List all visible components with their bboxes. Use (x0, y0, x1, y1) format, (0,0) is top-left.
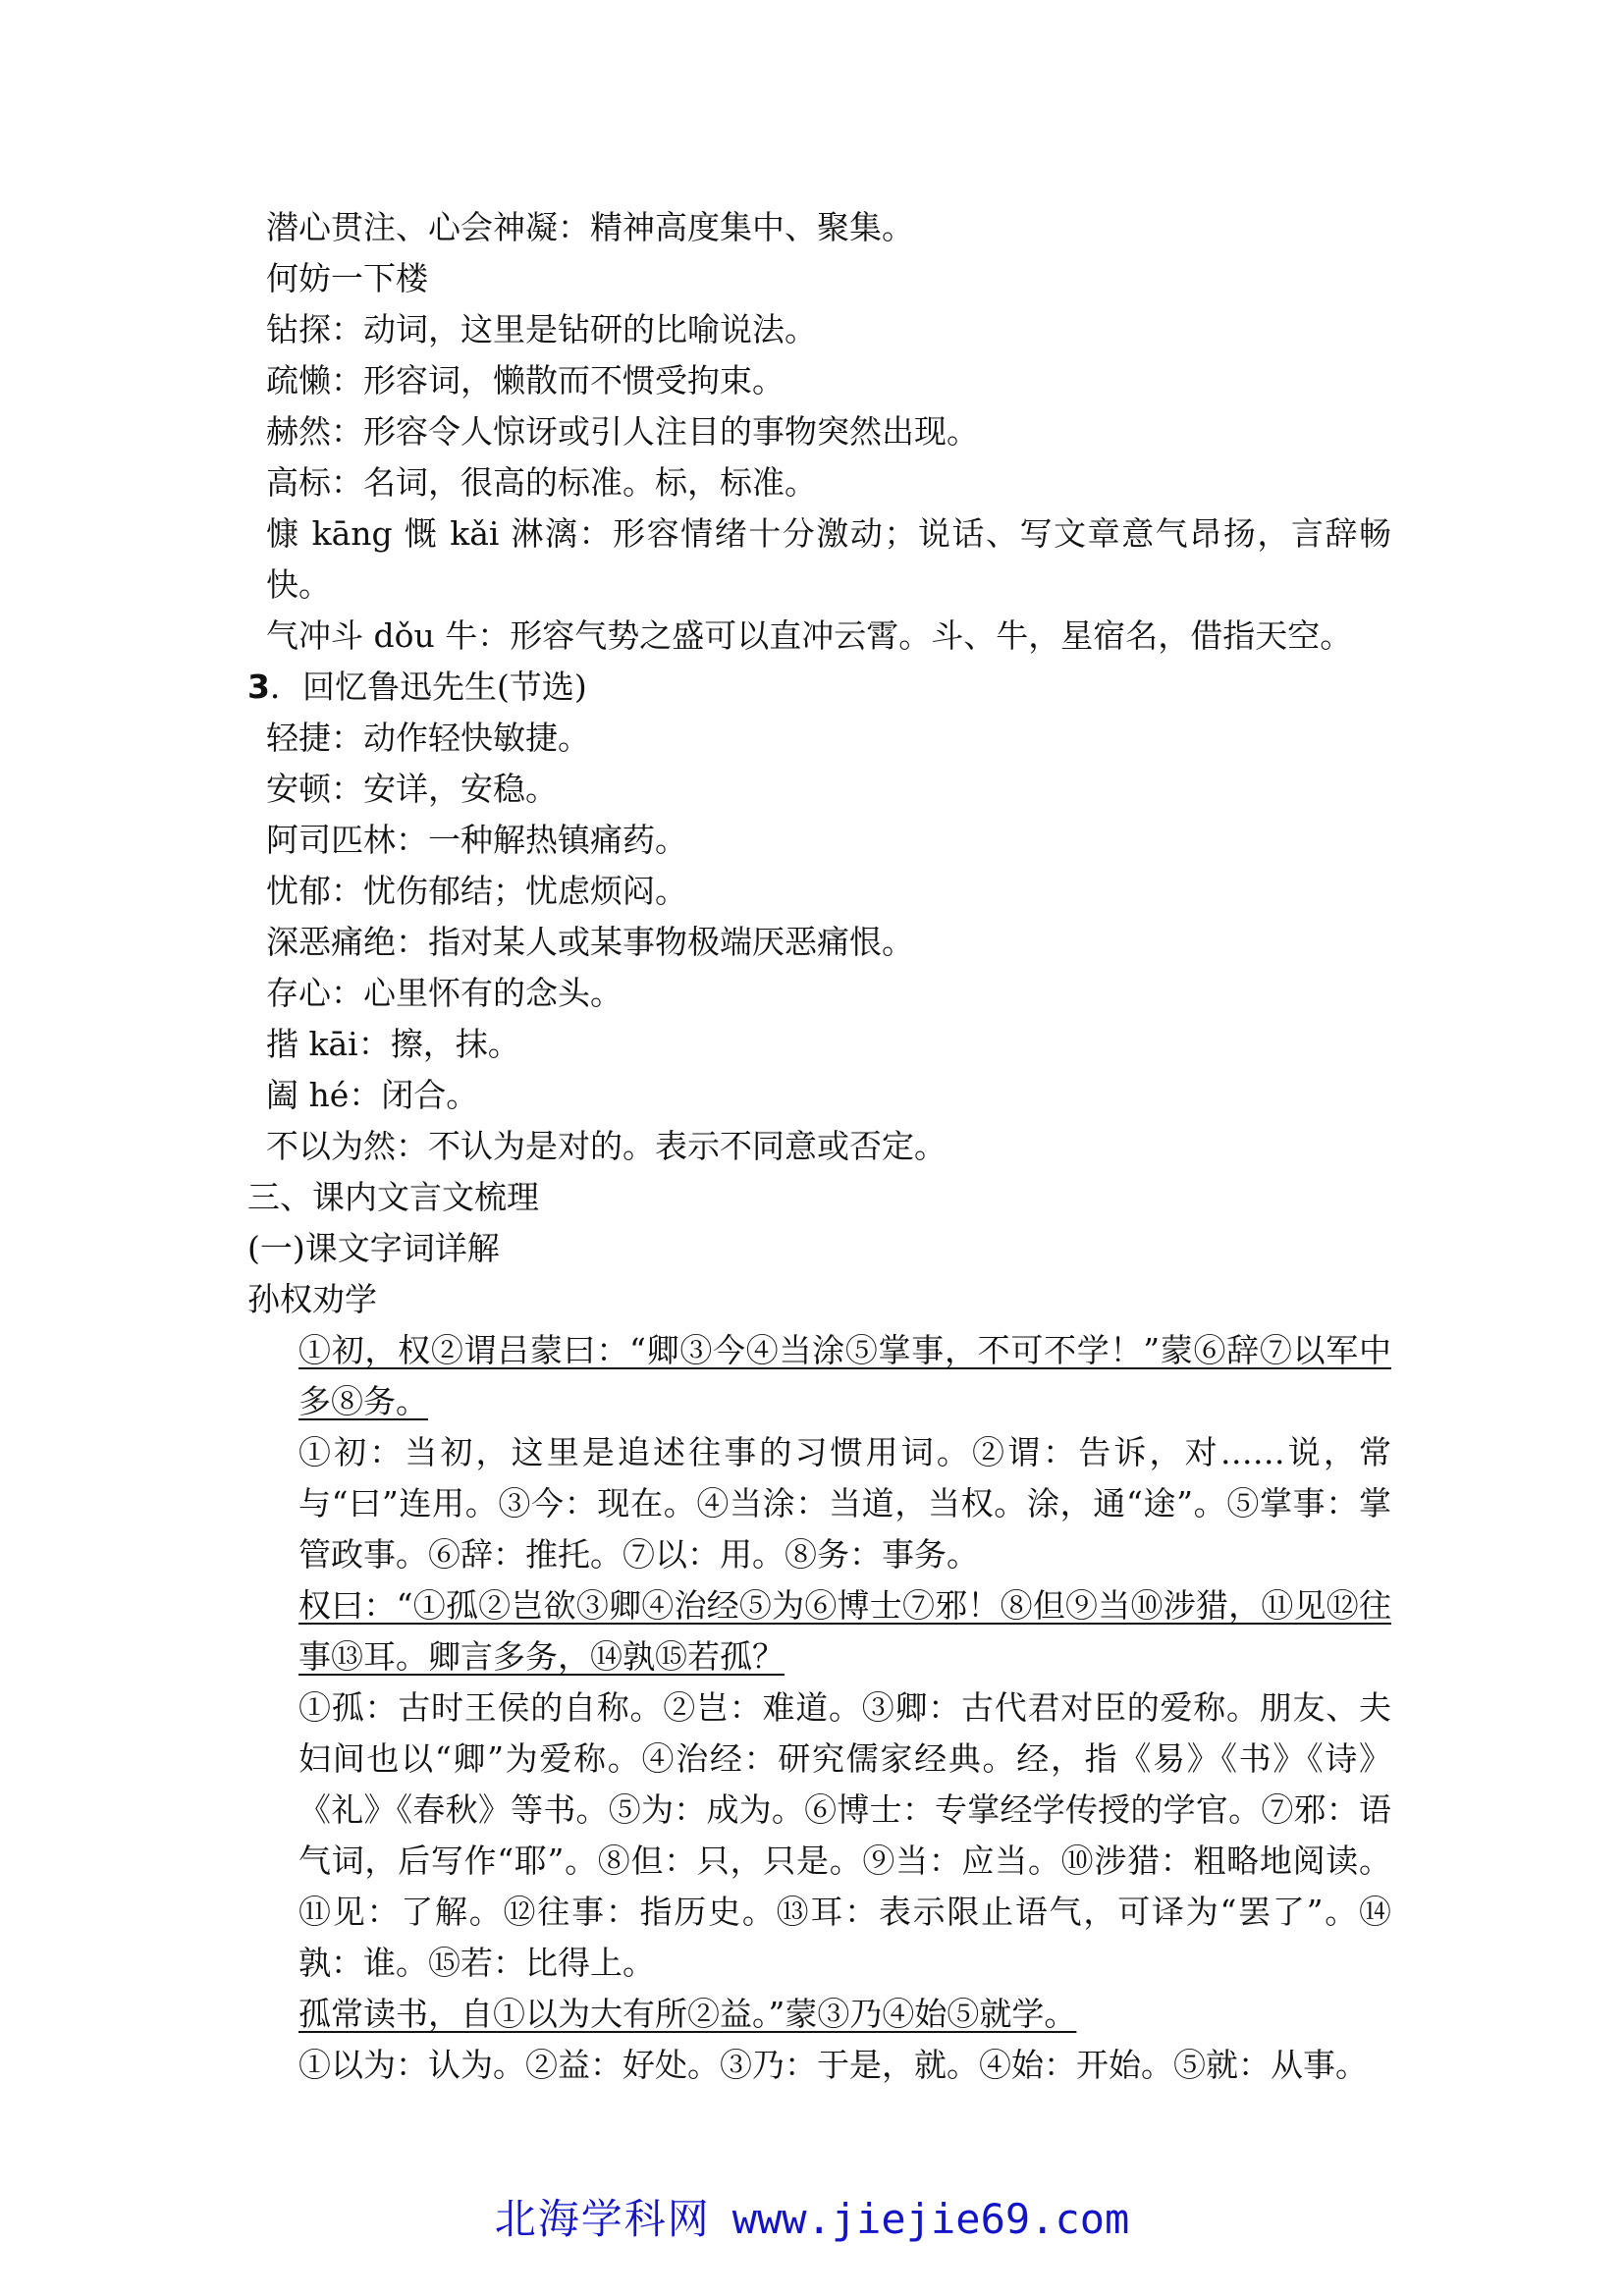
vocab-entry: 钻探：动词，这里是钻研的比喻说法。 (266, 310, 817, 348)
vocab-entry: 忧郁：忧伤郁结；忧虑烦闷。 (266, 872, 687, 910)
footer-url-link[interactable]: www.jiejie69.com (731, 2195, 1130, 2243)
classical-passage (247, 1989, 1391, 2040)
classical-passage (247, 1325, 1391, 1427)
footer-site-name: 北海学科网 (494, 2195, 711, 2243)
sub-heading: (一)课文字词详解 (247, 1229, 500, 1267)
vocab-entry: 轻捷：动作轻快敏捷。 (266, 719, 590, 757)
vocab-entry: 阖 hé：闭合。 (266, 1076, 479, 1114)
section-number: 3 (247, 667, 270, 706)
part-heading: 三、课内文言文梳理 (247, 1178, 539, 1216)
document-body (247, 202, 1391, 2091)
classical-passage (247, 1580, 1391, 1682)
vocab-entry: 疏懒：形容词，懒散而不惯受拘束。 (266, 361, 785, 400)
section-heading (247, 662, 1391, 713)
passage-text: 孤常读书，自①以为大有所②益。”蒙③乃④始⑤就学。 (298, 1995, 1077, 2033)
vocab-entry: 存心：心里怀有的念头。 (266, 974, 623, 1012)
vocab-entry: 深恶痛绝：指对某人或某事物极端厌恶痛恨。 (266, 923, 914, 961)
vocab-entry: 安顿：安详，安稳。 (266, 770, 558, 808)
vocab-entry: 揩 kāi：擦，抹。 (266, 1025, 520, 1063)
vocab-entry: 气冲斗 dǒu 牛：形容气势之盛可以直冲云霄。斗、牛，星宿名，借指天空。 (266, 616, 1353, 655)
vocab-entry: 赫然：形容令人惊讶或引人注目的事物突然出现。 (266, 412, 979, 451)
lesson-title: 何妨一下楼 (266, 259, 428, 297)
section-title: ．回忆鲁迅先生(节选) (269, 667, 587, 706)
passage-text: 权曰：“①孤②岂欲③卿④治经⑤为⑥博士⑦邪！⑧但⑨当⑩涉猎，⑪见⑫往事⑬耳。卿言多务，⑭孰⑮若孤？ (298, 1586, 1391, 1676)
passage-text: ①初，权②谓吕蒙曰：“卿③今④当涂⑤掌事，不可不学！”蒙⑥辞⑦以军中多⑧务。 (298, 1331, 1391, 1420)
passage-notes: ①初：当初，这里是追述往事的习惯用词。②谓：告诉，对……说，常与“曰”连用。③今：现在。④当涂：当道，当权。涂，通“途”。⑤掌事：掌管政事。⑥辞：推托。⑦以：用。⑧务：事务。 (298, 1433, 1391, 1574)
passage-notes: ①以为：认为。②益：好处。③乃：于是，就。④始：开始。⑤就：从事。 (298, 2046, 1368, 2084)
vocab-entry: 不以为然：不认为是对的。表示不同意或否定。 (266, 1127, 947, 1165)
vocab-entry: 高标：名词，很高的标准。标，标准。 (266, 463, 817, 502)
passage-notes: ①孤：古时王侯的自称。②岂：难道。③卿：古代君对臣的爱称。朋友、夫妇间也以“卿”为爱称。④治经：研究儒家经典。经，指《易》《书》《诗》《礼》《春秋》等书。⑤为：成为。⑥博士：专掌经学传授的学官。⑦邪：语气词，后写作“耶”。⑧但：只，只是。⑨当：应当。⑩涉猎：粗略地阅读。⑪见：了解。⑫往事：指历史。⑬耳：表示限止语气，可译为“罢了”。⑭孰：谁。⑮若：比得上。 (298, 1688, 1391, 1982)
vocab-entry: 阿司匹林：一种解热镇痛药。 (266, 821, 687, 859)
page-footer (0, 2187, 1624, 2246)
vocab-entry: 慷 kāng 慨 kǎi 淋漓：形容情绪十分激动；说话、写文章意气昂扬，言辞畅快。 (266, 514, 1391, 604)
vocab-entry: 潜心贯注、心会神凝：精神高度集中、聚集。 (266, 208, 914, 246)
lesson-title: 孙权劝学 (247, 1280, 377, 1318)
